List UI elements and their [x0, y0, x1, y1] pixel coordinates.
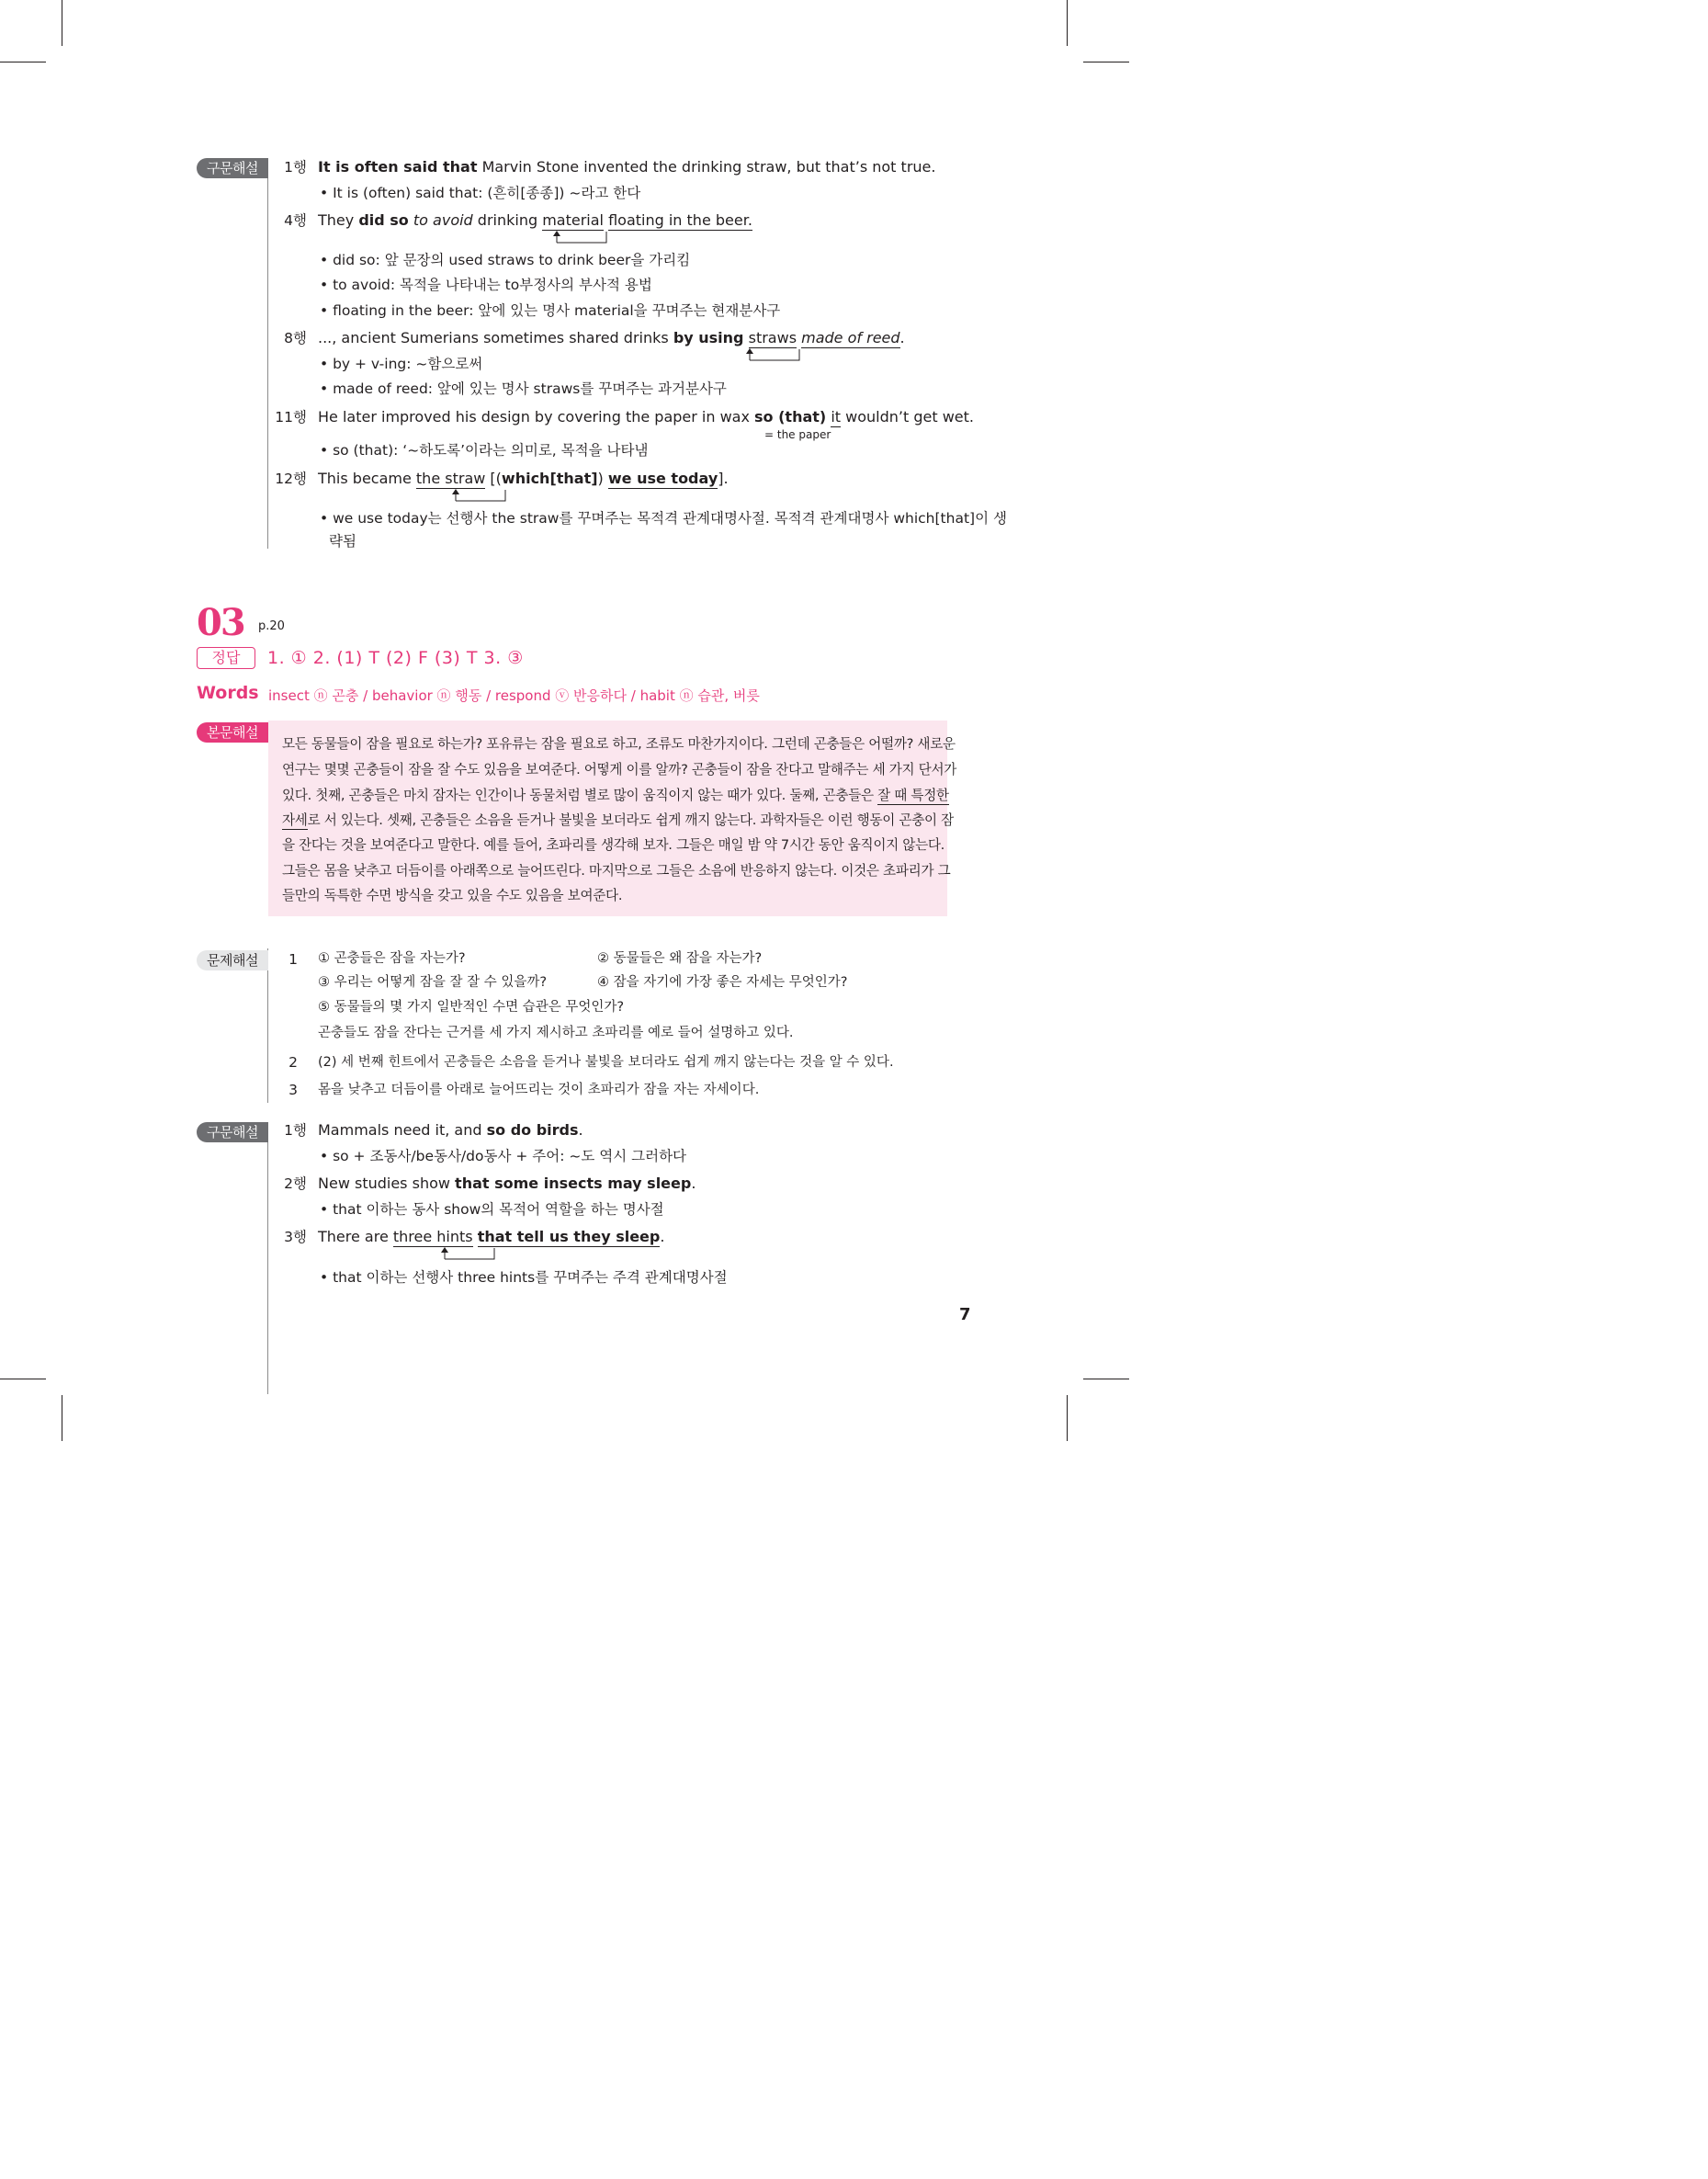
crop-mark	[1067, 0, 1068, 46]
answer-text: 1. ① 2. (1) T (2) F (3) T 3. ③	[267, 648, 524, 668]
problem-option: ⑤ 동물들의 몇 가지 일반적인 수면 습관은 무엇인가?	[318, 1000, 625, 1015]
grammar-note: • did so: 앞 문장의 used straws to drink beer을 가리킴	[320, 252, 691, 268]
translation-line: 을 잔다는 것을 보여준다고 말한다. 예를 들어, 초파리를 생각해 보자. 그들은 매일 밤 약 7시간 동안 움직이지 않는다.	[282, 837, 944, 853]
translation-line	[282, 810, 954, 829]
line-number: 11행	[275, 409, 307, 426]
translation-line: 그들은 몸을 낮추고 더듬이를 아래쪽으로 늘어뜨린다. 마지막으로 그들은 소음에 반응하지 않는다. 이것은 초파리가 그	[282, 863, 951, 879]
sentence-text: There are	[318, 1228, 393, 1245]
translation-tag: 본문해설	[197, 722, 268, 743]
grammar-note: • It is (often) said that: (흔히[종종]) ~라고 한다	[320, 185, 641, 201]
translation-line: 들만의 독특한 수면 방식을 갖고 있을 수도 있음을 보여준다.	[282, 888, 623, 903]
underlined-phrase: made of reed	[801, 329, 900, 346]
grammar-sentence	[318, 211, 752, 230]
sentence-text: Marvin Stone invented the drinking straw, but that’s not true.	[477, 158, 936, 176]
line-number: 3행	[284, 1229, 307, 1245]
grammar-sentence	[318, 1121, 583, 1140]
line-number: 8행	[284, 330, 307, 346]
line-number: 1행	[284, 1122, 307, 1139]
modifier-arrow	[549, 230, 614, 244]
answer-label: 정답	[197, 647, 255, 669]
underlined-word: straws	[748, 329, 797, 346]
grammar-note: • made of reed: 앞에 있는 명사 straws를 꾸며주는 과거분사구	[320, 380, 727, 397]
underlined-phrase: three hints	[392, 1228, 473, 1245]
reference-note: = the paper	[764, 428, 831, 441]
page-number: 7	[959, 1305, 971, 1324]
words-label: Words	[197, 683, 259, 703]
problem-option: ③ 우리는 어떻게 잠을 잘 잘 수 있을까?	[318, 975, 548, 990]
problem-option: ④ 잠을 자기에 가장 좋은 자세는 무엇인가?	[597, 975, 848, 990]
grammar-tag: 구문해설	[197, 1122, 268, 1142]
left-rule	[267, 948, 268, 1103]
line-number: 12행	[275, 471, 307, 487]
sentence-text	[744, 329, 749, 346]
modifier-arrow	[742, 347, 807, 362]
underlined-text: 잘 때 특정한	[877, 788, 949, 803]
problem-explanation: 몸을 낮추고 더듬이를 아래로 늘어뜨리는 것이 초파리가 잠을 자는 자세이다.	[318, 1083, 760, 1097]
left-rule	[267, 1123, 268, 1394]
grammar-sentence	[318, 158, 935, 176]
sentence-text: .	[899, 329, 905, 346]
line-number: 1행	[284, 159, 307, 176]
line-number: 2행	[284, 1175, 307, 1192]
bold-phrase: by using	[673, 329, 744, 346]
bold-phrase: did so	[358, 211, 409, 229]
sentence-text: He later improved his design by covering the paper in wax	[318, 408, 755, 426]
grammar-sentence	[318, 1175, 696, 1193]
sentence-text	[473, 1228, 478, 1245]
sentence-text: ..., ancient Sumerians sometimes shared drinks	[318, 329, 673, 346]
sentence-text: New studies show	[318, 1175, 456, 1192]
words-list: insect ⓝ 곤충 / behavior ⓝ 행동 / respond ⓥ 반응하다 / habit ⓝ 습관, 버릇	[268, 687, 760, 704]
sentence-text: drinking	[472, 211, 543, 229]
underlined-word: it	[831, 408, 842, 426]
sentence-text: Mammals need it, and	[318, 1121, 487, 1139]
translation-line	[282, 785, 949, 804]
problem-option: ② 동물들은 왜 잠을 자는가?	[597, 951, 763, 966]
grammar-tag: 구문해설	[197, 158, 268, 178]
grammar-note: 략됨	[329, 533, 356, 550]
sentence-text: .	[691, 1175, 696, 1192]
bold-phrase: that some insects may sleep	[455, 1175, 692, 1192]
underlined-phrase: the straw	[415, 470, 486, 487]
bold-phrase: It is often said that	[318, 158, 478, 176]
grammar-note: • that 이하는 동사 show의 목적어 역할을 하는 명사절	[320, 1201, 664, 1218]
translation-text: 로 서 있는다. 셋째, 곤충들은 소음을 듣거나 불빛을 보더라도 쉽게 깨지 않는다. 과학자들은 이런 행동이 곤충이 잠	[307, 812, 954, 828]
problem-option: ① 곤충들은 잠을 자는가?	[318, 951, 466, 966]
grammar-note: • by + v-ing: ~함으로써	[320, 356, 483, 372]
grammar-note: • we use today는 선행사 the straw를 꾸며주는 목적격 관계대명사절. 목적격 관계대명사 which[that]이 생	[320, 510, 1007, 527]
problem-explanation: 곤충들도 잠을 잔다는 근거를 세 가지 제시하고 초파리를 예로 들어 설명하고 있다.	[318, 1026, 794, 1040]
line-number: 4행	[284, 212, 307, 229]
problem-tag: 문제해설	[197, 950, 268, 970]
grammar-note: • to avoid: 목적을 나타내는 to부정사의 부사적 용법	[320, 277, 652, 293]
translation-line: 모든 동물들이 잠을 필요로 하는가? 포유류는 잠을 필요로 하고, 조류도 마찬가지이다. 그런데 곤충들은 어떨까? 새로운	[282, 736, 956, 752]
problem-number: 3	[288, 1082, 298, 1098]
grammar-sentence	[318, 408, 974, 426]
underlined-text: 자세	[282, 812, 308, 828]
sentence-text: wouldn’t get wet.	[841, 408, 974, 426]
underlined-phrase: that tell us they sleep	[477, 1228, 661, 1245]
sentence-text: .	[660, 1228, 665, 1245]
modifier-arrow	[448, 488, 513, 503]
grammar-note: • floating in the beer: 앞에 있는 명사 material을 꾸며주는 현재분사구	[320, 302, 781, 319]
sentence-text: [(	[485, 470, 502, 487]
modifier-arrow	[437, 1246, 502, 1261]
underlined-word: material	[542, 211, 604, 229]
section-page-ref: p.20	[258, 619, 285, 633]
grammar-note: • so (that): ‘~하도록’이라는 의미로, 목적을 나타냄	[320, 442, 649, 459]
grammar-sentence	[318, 470, 729, 488]
problem-number: 2	[288, 1054, 298, 1071]
sentence-text: This became	[318, 470, 416, 487]
grammar-note: • so + 조동사/be동사/do동사 + 주어: ~도 역시 그러하다	[320, 1148, 687, 1164]
grammar-sentence	[318, 1228, 664, 1246]
section-number: 03	[197, 601, 244, 644]
italic-phrase: to avoid	[413, 211, 473, 229]
problem-explanation: (2) 세 번째 힌트에서 곤충들은 소음을 듣거나 불빛을 보더라도 쉽게 깨지 않는다는 것을 알 수 있다.	[318, 1055, 894, 1070]
translation-line: 연구는 몇몇 곤충들이 잠을 잘 수도 있음을 보여준다. 어떻게 이를 알까? 곤충들이 잠을 잔다고 말해주는 세 가지 단서가	[282, 762, 957, 777]
grammar-sentence	[318, 329, 905, 347]
grammar-note: • that 이하는 선행사 three hints를 꾸며주는 주격 관계대명사절	[320, 1269, 728, 1286]
underlined-phrase: floating in the beer.	[608, 211, 752, 229]
problem-number: 1	[288, 951, 298, 968]
sentence-text: ].	[718, 470, 729, 487]
crop-mark	[1067, 1395, 1068, 1441]
translation-text: 있다. 첫째, 곤충들은 마치 잠자는 인간이나 동물처럼 별로 많이 움직이지 않는 때가 있다. 둘째, 곤충들은	[282, 788, 878, 803]
sentence-text: They	[318, 211, 359, 229]
sentence-text: )	[597, 470, 608, 487]
bold-phrase: so do birds	[486, 1121, 579, 1139]
left-rule	[267, 159, 268, 549]
bold-phrase: so (that)	[754, 408, 827, 426]
sentence-text: .	[578, 1121, 583, 1139]
bold-phrase: which[that]	[501, 470, 598, 487]
underlined-phrase: we use today	[607, 470, 718, 487]
